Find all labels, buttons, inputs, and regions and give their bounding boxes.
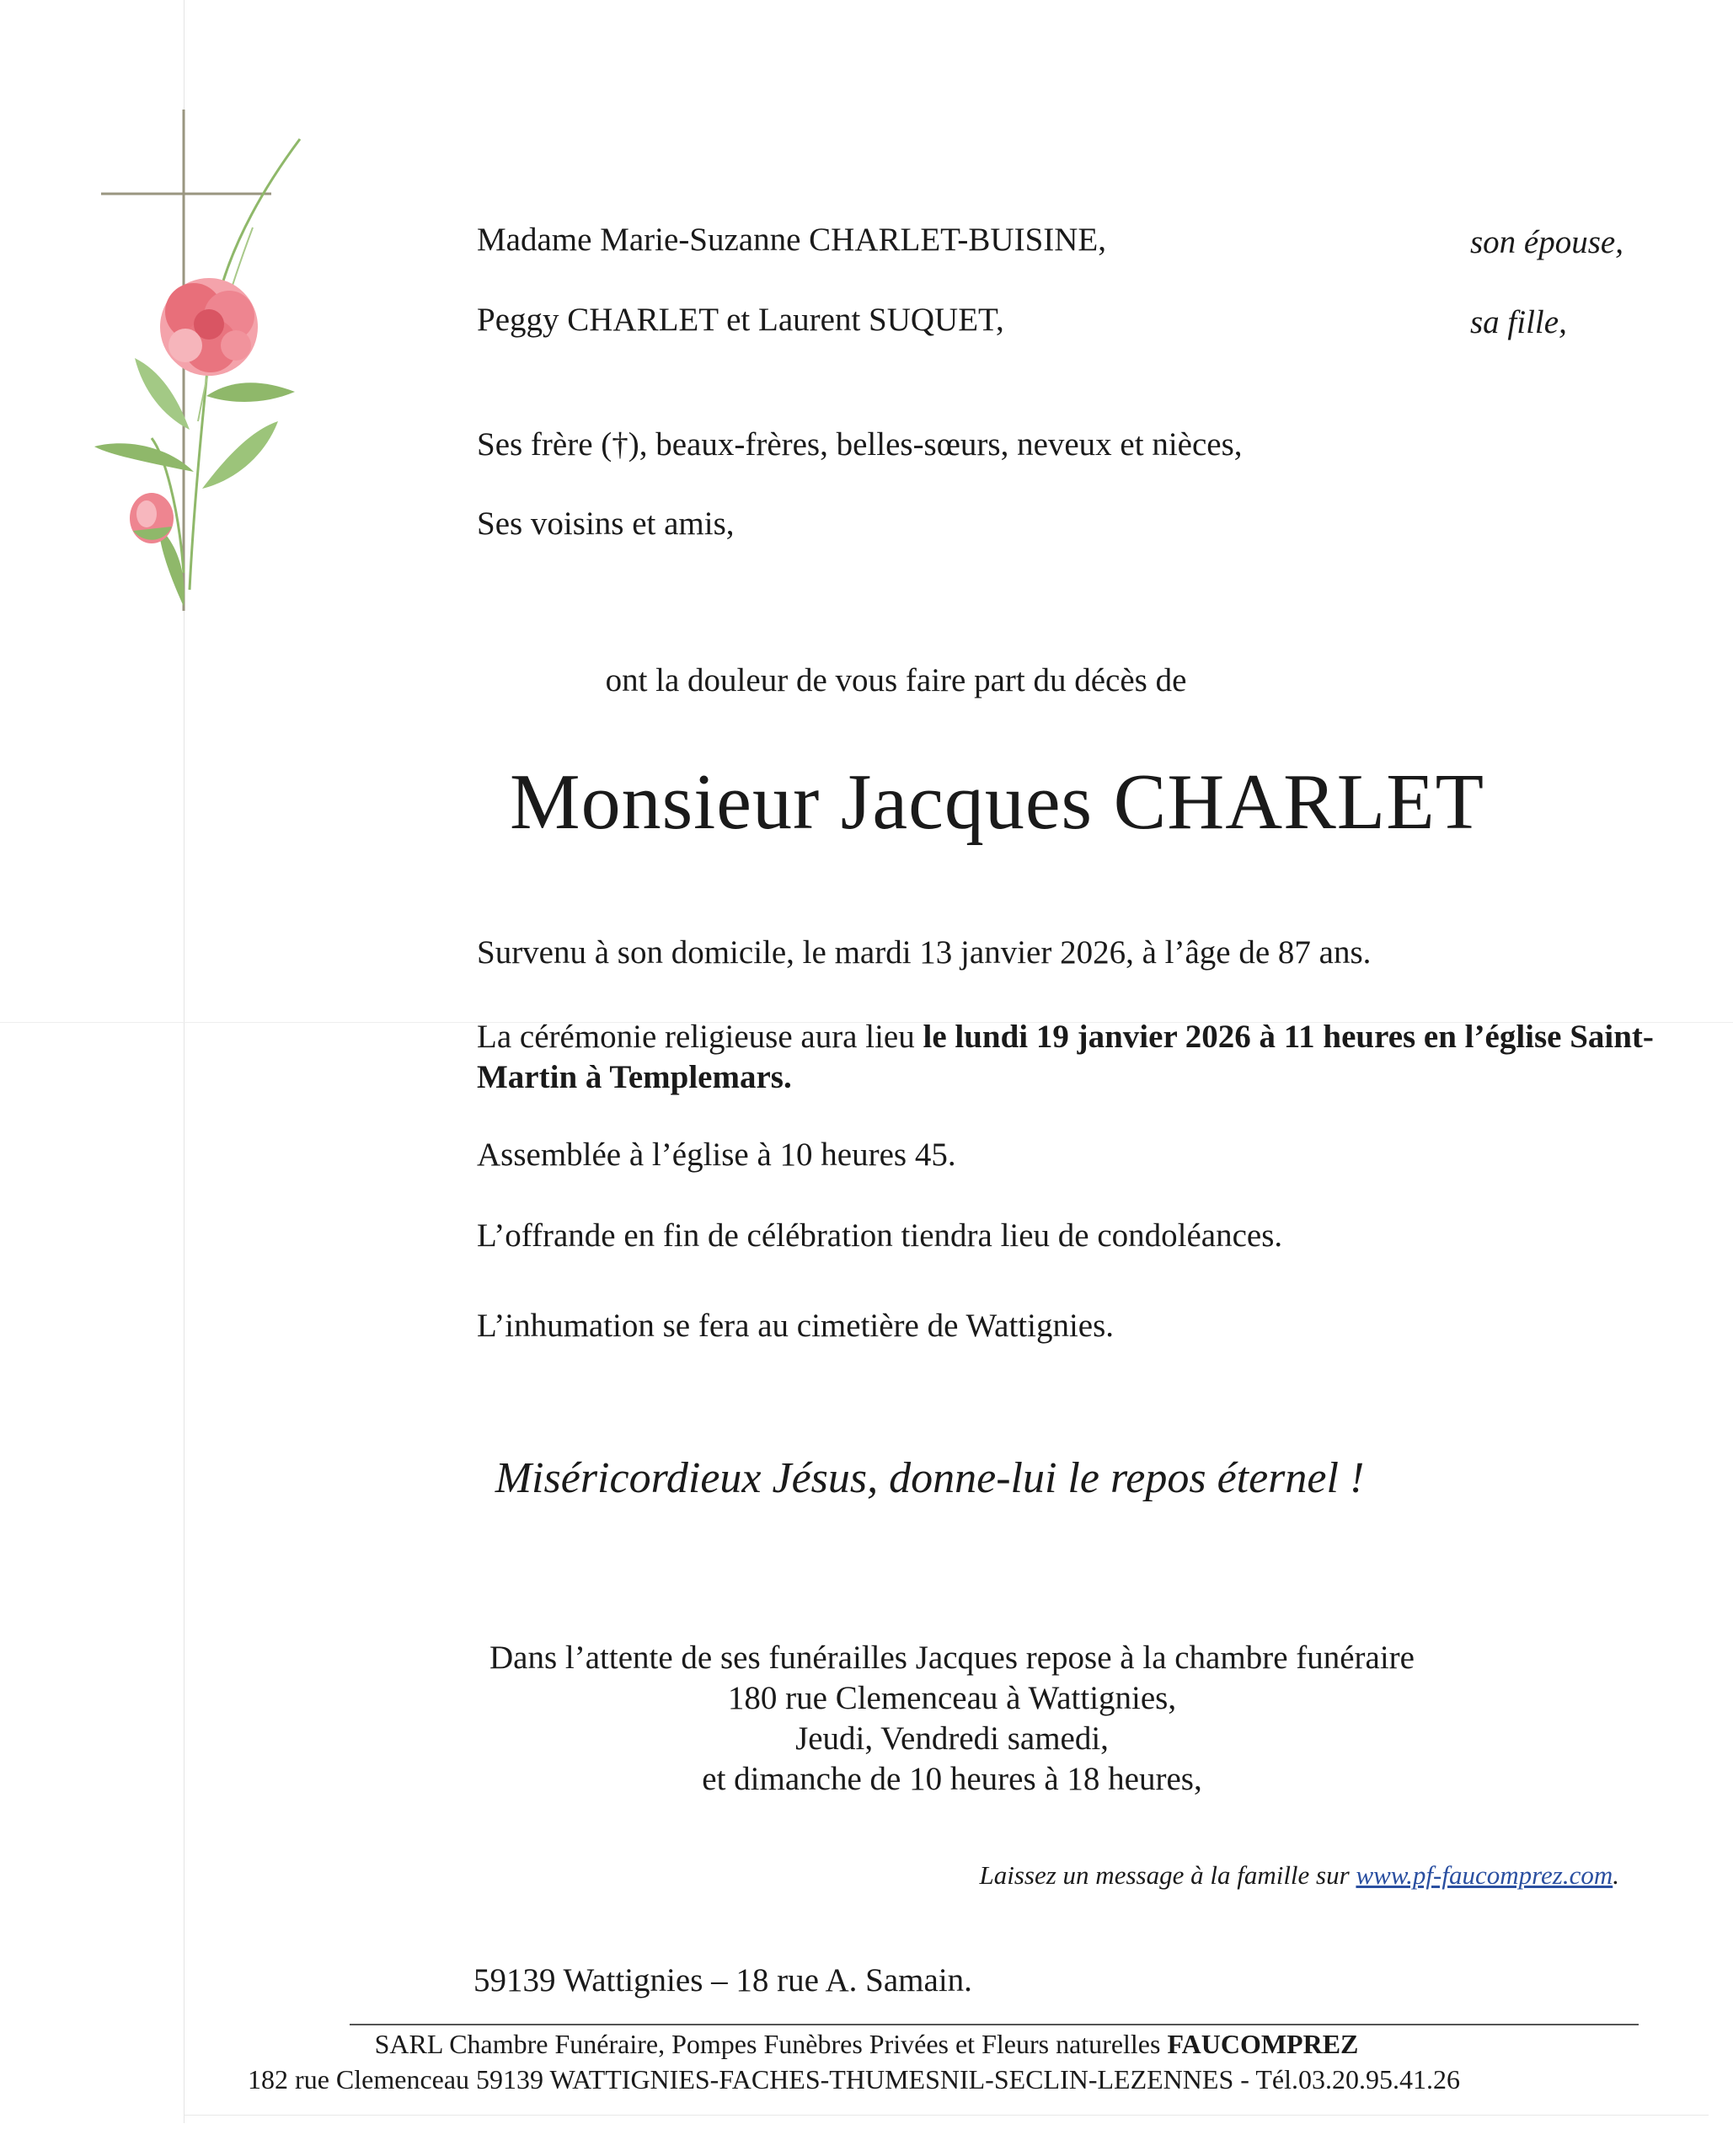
flower-bud-icon	[130, 493, 174, 543]
announcement-intro: ont la douleur de vous faire part du décès de	[605, 662, 1187, 698]
ceremony-details	[477, 1017, 1656, 1098]
scan-edge-line	[184, 2115, 1709, 2116]
peony-flower-icon	[160, 278, 258, 376]
footer-company: SARL Chambre Funéraire, Pompes Funèbres Privées et Fleurs naturelles	[374, 2029, 1168, 2059]
leaves	[94, 358, 295, 607]
footer-brand: FAUCOMPREZ	[1167, 2029, 1359, 2059]
family-address: 59139 Wattignies – 18 rue A. Samain.	[473, 1962, 972, 1998]
footer-line-2: 182 rue Clemenceau 59139 WATTIGNIES-FACHES-THUMESNIL-SECLIN-LEZENNES - Tél.03.20.95.41.26	[248, 2064, 1460, 2094]
message-end: .	[1613, 1860, 1619, 1890]
vigil-line-2: 180 rue Clemenceau à Wattignies,	[727, 1680, 1177, 1716]
ceremony-datetime-place: le lundi 19 janvier 2026 à 11 heures en l’église Saint-Martin à Templemars.	[477, 1019, 1654, 1095]
assembly-details: Assemblée à l’église à 10 heures 45.	[477, 1137, 956, 1173]
footer-line-1	[0, 2029, 1733, 2060]
vigil-block	[447, 1638, 1458, 1800]
deceased-name: Monsieur Jacques CHARLET	[510, 758, 1485, 846]
vigil-line-3: Jeudi, Vendredi samedi,	[795, 1720, 1109, 1757]
message-invite	[980, 1860, 1620, 1891]
daughter-role: sa fille,	[1470, 304, 1567, 340]
friends-line: Ses voisins et amis,	[477, 506, 735, 542]
offering-details: L’offrande en fin de célébration tiendra lieu de condoléances.	[477, 1217, 1283, 1254]
burial-details: L’inhumation se fera au cimetière de Wattignies.	[477, 1308, 1115, 1344]
message-text: Laissez un message à la famille sur	[979, 1860, 1356, 1890]
relatives-line: Ses frère (†), beaux-frères, belles-sœurs, neveux et nièces,	[477, 426, 1243, 463]
cross-flower-illustration	[84, 101, 320, 615]
spouse-name: Madame Marie-Suzanne CHARLET-BUISINE,	[477, 222, 1106, 258]
vigil-line-1: Dans l’attente de ses funérailles Jacques repose à la chambre funéraire	[489, 1640, 1415, 1676]
vigil-line-4: et dimanche de 10 heures à 18 heures,	[702, 1761, 1202, 1797]
spouse-role-text: son épouse,	[1470, 224, 1623, 260]
prayer-line: Miséricordieux Jésus, donne-lui le repos éternel !	[495, 1454, 1365, 1502]
death-details: Survenu à son domicile, le mardi 13 janvier 2026, à l’âge de 87 ans.	[477, 934, 1372, 971]
website-link[interactable]: www.pf-faucomprez.com	[1356, 1860, 1613, 1890]
daughter-name: Peggy CHARLET et Laurent SUQUET,	[477, 302, 1004, 338]
footer-divider	[350, 2024, 1639, 2025]
ceremony-prefix: La cérémonie religieuse aura lieu	[477, 1019, 923, 1055]
